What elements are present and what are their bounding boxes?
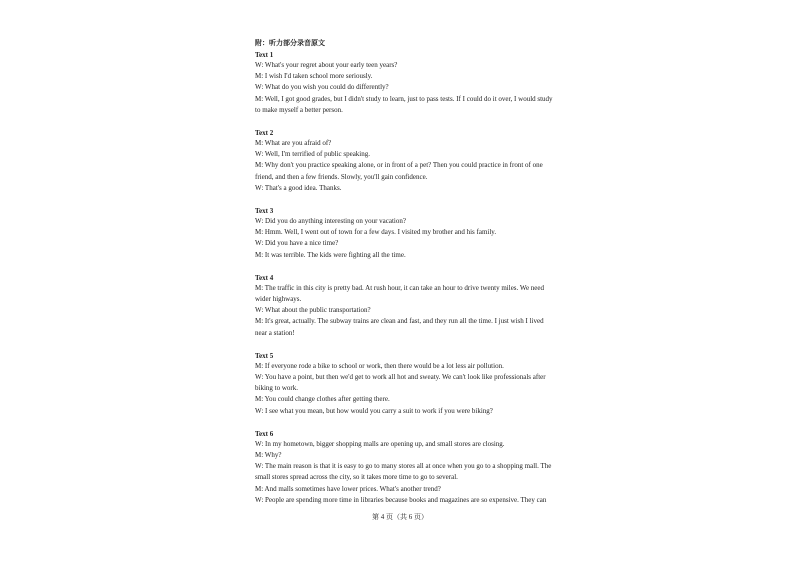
section-text-4 [255, 273, 555, 339]
dialogue-line: M: You could change clothes after getting there. [255, 395, 390, 404]
section-text-2 [255, 128, 555, 194]
dialogue-line: W: Well, I'm terrified of public speaking. [255, 150, 370, 159]
dialogue-line: M: It was terrible. The kids were fighting all the time. [255, 250, 406, 259]
dialogue-line: W: You have a point, but then we'd get to work all hot and sweaty. We can't look like professionals after biking to work. [255, 373, 546, 393]
transcript-content [255, 38, 555, 506]
dialogue-line: W: I see what you mean, but how would you carry a suit to work if you were biking? [255, 406, 493, 415]
dialogue-line: W: Did you have a nice time? [255, 239, 339, 248]
dialogue-line: M: The traffic in this city is pretty bad. At rush hour, it can take an hour to drive twenty miles. We need wider highways. [255, 283, 545, 304]
dialogue-line: W: Did you do anything interesting on your vacation? [255, 217, 406, 226]
page-number-footer: 第 4 页（共 6 页） [372, 513, 428, 521]
dialogue-line: W: That's a good idea. Thanks. [255, 183, 342, 192]
section-title: Text 3 [255, 207, 274, 216]
section-title: Text 4 [255, 273, 274, 282]
dialogue-line: M: I wish I'd taken school more seriously. [255, 72, 373, 81]
dialogue-line: M: And malls sometimes have lower prices. What's another trend? [255, 484, 441, 493]
dialogue-line: W: What do you wish you could do differently? [255, 83, 389, 92]
section-title: Text 6 [255, 429, 274, 438]
section-text-1 [255, 50, 555, 116]
section-text-5 [255, 351, 555, 417]
dialogue-line: W: The main reason is that it is easy to go to many stores all at once when you go to a shopping mall. The small stores spread across the city, so it takes more time to go to several. [255, 462, 552, 482]
dialogue-line: M: Why don't you practice speaking alone, or in front of a pet? Then you could practice in front of one friend, and then a few friends. Slowly, you'll gain confidence. [255, 161, 543, 181]
dialogue-line: W: What about the public transportation? [255, 306, 371, 315]
dialogue-line: W: In my hometown, bigger shopping malls are opening up, and small stores are closing. [255, 439, 505, 448]
section-title: Text 1 [255, 51, 274, 59]
dialogue-line: M: What are you afraid of? [255, 139, 332, 148]
dialogue-line: M: Why? [255, 451, 282, 460]
dialogue-line: M: It's great, actually. The subway trains are clean and fast, and they run all the time. I just wish I lived near a station! [255, 317, 544, 337]
section-title: Text 2 [255, 129, 274, 138]
section-text-6 [255, 429, 555, 506]
document-header: 附：听力部分录音原文 [255, 39, 325, 47]
dialogue-line: M: Well, I got good grades, but I didn't study to learn, just to pass tests. If I could do it over, I would study to make myself a better person. [255, 94, 553, 114]
dialogue-line: W: What's your regret about your early teen years? [255, 61, 398, 69]
section-text-3 [255, 206, 555, 261]
section-title: Text 5 [255, 351, 274, 360]
dialogue-line: M: If everyone rode a bike to school or work, then there would be a lot less air pollution. [255, 361, 504, 370]
dialogue-line: M: Hmm. Well, I went out of town for a few days. I visited my brother and his family. [255, 228, 497, 237]
dialogue-line: W: People are spending more time in libraries because books and magazines are so expensive. They can [255, 495, 547, 504]
